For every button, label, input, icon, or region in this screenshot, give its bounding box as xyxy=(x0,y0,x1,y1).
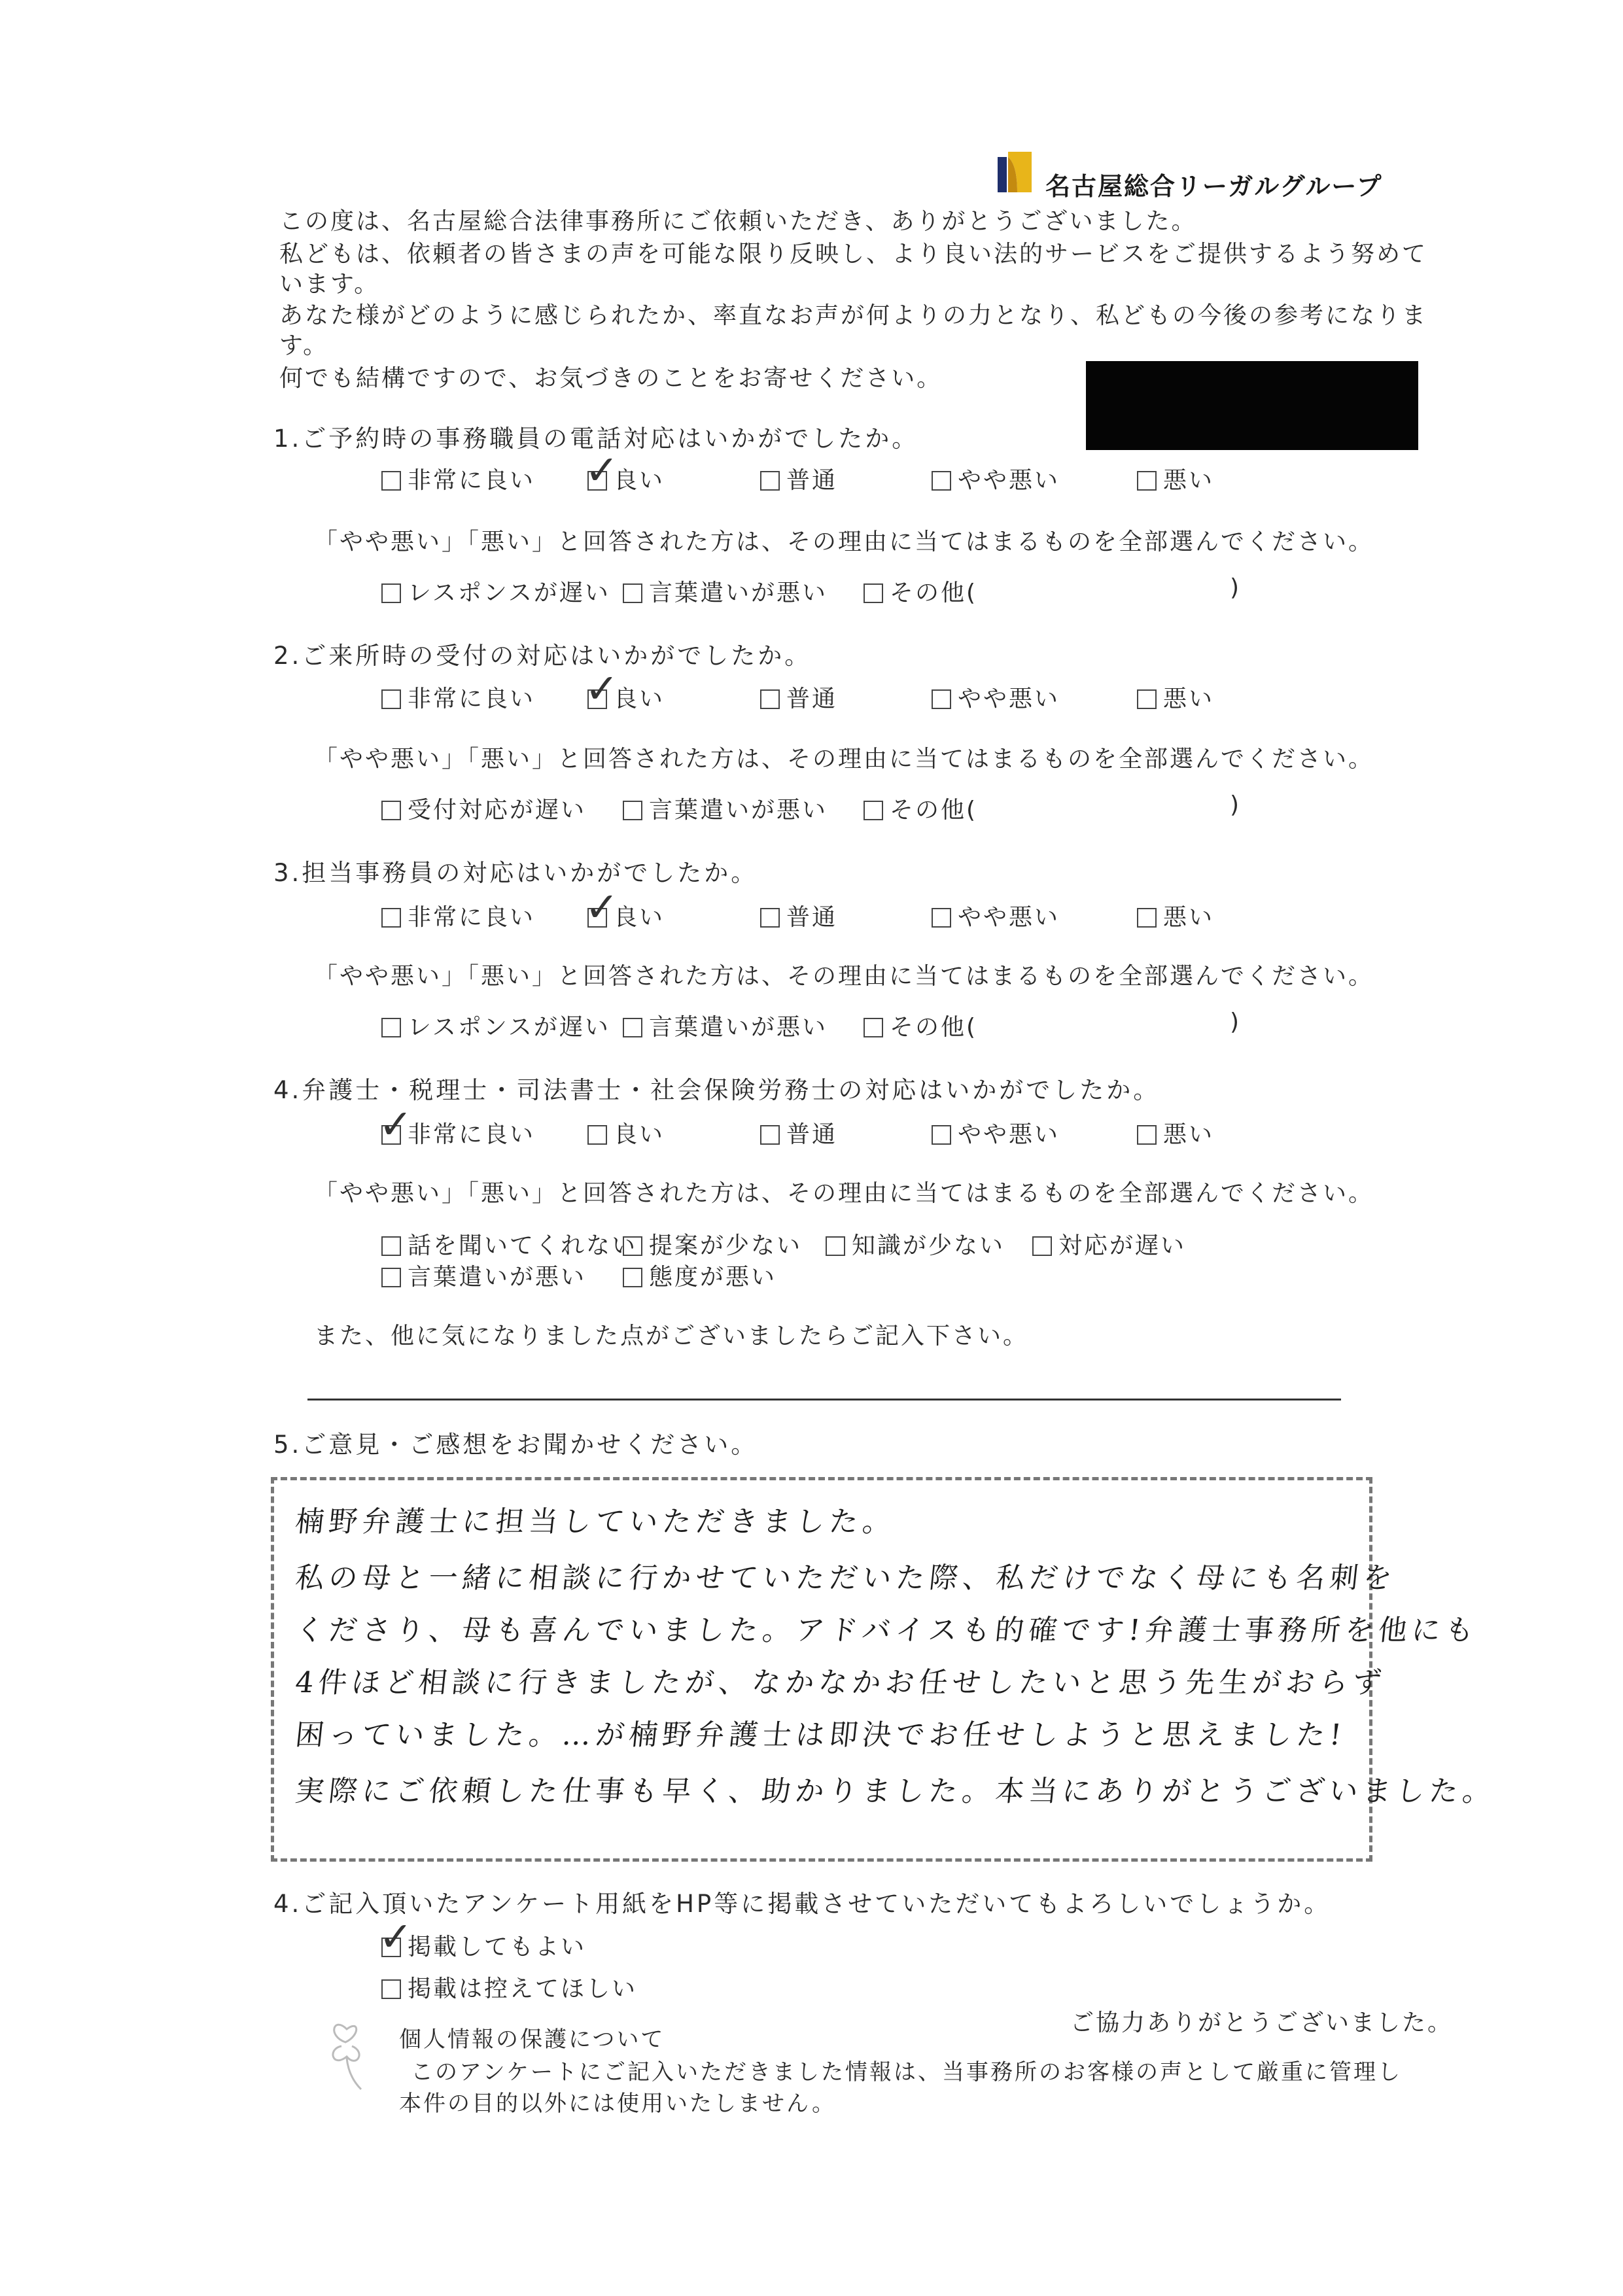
check-icon: ✓ xyxy=(585,665,619,712)
q2-option-normal[interactable]: 普通 xyxy=(760,680,837,714)
q2-reason-2[interactable]: 言葉遣いが悪い xyxy=(623,791,828,825)
question-3-title: 3.担当事務員の対応はいかがでしたか。 xyxy=(273,859,758,887)
q4-option-bad[interactable]: 悪い xyxy=(1137,1116,1214,1149)
checkbox[interactable] xyxy=(381,908,401,928)
checkbox[interactable] xyxy=(381,1236,401,1256)
q3-reason-1[interactable]: レスポンスが遅い xyxy=(381,1009,610,1042)
q3-reason-3-close: ) xyxy=(1230,1009,1242,1035)
check-icon: ✓ xyxy=(379,1100,413,1148)
privacy-title: 個人情報の保護について xyxy=(399,2026,665,2053)
check-icon: ✓ xyxy=(585,446,619,494)
checkbox[interactable] xyxy=(760,908,780,928)
checkbox[interactable] xyxy=(623,1018,642,1037)
intro-line-4: あなた様がどのように感じられたか、率直なお声が何よりの力となり、私どもの今後の参考になりま xyxy=(279,302,1428,329)
checkbox[interactable] xyxy=(381,1979,401,1999)
q1-reason-3[interactable]: その他( xyxy=(864,574,977,608)
thanks-message: ご協力ありがとうございました。 xyxy=(1070,2009,1454,2036)
q2-option-very-good[interactable]: 非常に良い xyxy=(381,680,535,714)
checkbox[interactable] xyxy=(381,1018,401,1037)
checkbox[interactable] xyxy=(623,801,642,820)
q3-reason-2[interactable]: 言葉遣いが悪い xyxy=(623,1009,828,1042)
checkbox[interactable] xyxy=(760,1125,780,1145)
q1-option-normal[interactable]: 普通 xyxy=(760,462,837,495)
q2-reason-prompt: 「やや悪い」「悪い」と回答された方は、その理由に当てはまるものを全部選んでください。 xyxy=(314,746,1374,773)
q4-reason-prompt: 「やや悪い」「悪い」と回答された方は、その理由に当てはまるものを全部選んでください。 xyxy=(314,1180,1374,1207)
checkbox[interactable] xyxy=(1137,1125,1157,1145)
privacy-line-2: 本件の目的以外には使用いたしません。 xyxy=(399,2091,837,2117)
q1-option-very-good[interactable]: 非常に良い xyxy=(381,462,535,495)
q2-reason-1[interactable]: 受付対応が遅い xyxy=(381,791,586,825)
checkbox[interactable] xyxy=(864,801,883,820)
publish-title: 4.ご記入頂いたアンケート用紙をHP等に掲載させていただいてもよろしいでしょうか。 xyxy=(273,1890,1331,1918)
intro-line-6: 何でも結構ですので、お気づきのことをお寄せください。 xyxy=(279,365,943,392)
checkbox[interactable] xyxy=(932,471,951,491)
intro-line-2: 私どもは、依頼者の皆さまの声を可能な限り反映し、より良い法的サービスをご提供するよう努めて xyxy=(279,241,1428,268)
q4-reason-5[interactable]: 言葉遣いが悪い xyxy=(381,1259,586,1292)
q4-option-somewhat-bad[interactable]: やや悪い xyxy=(932,1116,1060,1149)
checkbox[interactable] xyxy=(623,583,642,603)
q3-option-very-good[interactable]: 非常に良い xyxy=(381,899,535,932)
checkbox[interactable] xyxy=(1137,689,1157,709)
publish-option-decline[interactable]: 掲載は控えてほしい xyxy=(381,1970,637,2004)
q4-option-very-good[interactable]: ✓ 非常に良い xyxy=(379,1100,536,1148)
checkbox-checked[interactable] xyxy=(379,1100,413,1148)
privacy-line-1: このアンケートにご記入いただきました情報は、当事務所のお客様の声として厳重に管理し xyxy=(411,2059,1402,2085)
checkbox[interactable] xyxy=(864,1018,883,1037)
redacted-block xyxy=(1086,361,1418,450)
opinion-line-1: 楠野弁護士に担当していただきました。 xyxy=(293,1505,898,1539)
checkbox[interactable] xyxy=(760,471,780,491)
question-2-title: 2.ご来所時の受付の対応はいかがでしたか。 xyxy=(273,642,812,670)
checkbox[interactable] xyxy=(381,689,401,709)
q2-reason-3[interactable]: その他( xyxy=(864,791,977,825)
q1-option-good[interactable]: ✓ 良い xyxy=(585,446,665,494)
checkbox[interactable] xyxy=(381,1268,401,1287)
checkbox-checked[interactable] xyxy=(379,1913,413,1960)
q2-option-good[interactable]: ✓ 良い xyxy=(585,665,665,712)
checkbox-checked[interactable] xyxy=(585,883,619,931)
checkbox[interactable] xyxy=(1137,471,1157,491)
q1-option-somewhat-bad[interactable]: やや悪い xyxy=(932,462,1060,495)
q4-reason-3[interactable]: 知識が少ない xyxy=(826,1227,1005,1261)
intro-line-5: す。 xyxy=(279,332,329,359)
q2-reason-3-close: ) xyxy=(1230,791,1242,818)
q3-option-good[interactable]: ✓ 良い xyxy=(585,883,665,931)
checkbox[interactable] xyxy=(623,1268,642,1287)
other-answer-line[interactable] xyxy=(307,1399,1341,1400)
q1-reason-2[interactable]: 言葉遣いが悪い xyxy=(623,574,828,608)
checkbox-checked[interactable] xyxy=(585,446,619,494)
intro-line-3: います。 xyxy=(279,271,380,298)
opinion-line-3: くださり、母も喜んでいました。アドバイスも的確です!弁護士事務所を他にも xyxy=(293,1614,1480,1647)
q2-option-somewhat-bad[interactable]: やや悪い xyxy=(932,680,1060,714)
q4-option-good[interactable]: 良い xyxy=(587,1116,665,1149)
checkbox[interactable] xyxy=(381,471,401,491)
opinion-line-6: 実際にご依頼した仕事も早く、助かりました。本当にありがとうございました。 xyxy=(293,1775,1498,1808)
q1-reason-prompt: 「やや悪い」「悪い」と回答された方は、その理由に当てはまるものを全部選んでください。 xyxy=(314,529,1374,555)
q1-reason-3-close: ) xyxy=(1230,574,1242,601)
question-4-title: 4.弁護士・税理士・司法書士・社会保険労務士の対応はいかがでしたか。 xyxy=(273,1076,1161,1104)
checkbox[interactable] xyxy=(1137,908,1157,928)
checkbox[interactable] xyxy=(587,1125,607,1145)
checkbox[interactable] xyxy=(932,1125,951,1145)
q2-option-bad[interactable]: 悪い xyxy=(1137,680,1214,714)
q3-reason-prompt: 「やや悪い」「悪い」と回答された方は、その理由に当てはまるものを全部選んでください。 xyxy=(314,963,1374,990)
q4-option-normal[interactable]: 普通 xyxy=(760,1116,837,1149)
checkbox-checked[interactable] xyxy=(585,665,619,712)
publish-option-allow[interactable]: ✓ 掲載してもよい xyxy=(379,1913,587,1960)
checkbox[interactable] xyxy=(826,1236,845,1256)
intro-line-1: この度は、名古屋総合法律事務所にご依頼いただき、ありがとうございました。 xyxy=(279,208,1197,235)
q1-reason-1[interactable]: レスポンスが遅い xyxy=(381,574,610,608)
opinion-line-2: 私の母と一緒に相談に行かせていただいた際、私だけでなく母にも名刺を xyxy=(293,1561,1399,1595)
q4-reason-4[interactable]: 対応が遅い xyxy=(1032,1227,1186,1261)
opinion-line-5: 困っていました。…が楠野弁護士は即決でお任せしようと思えました! xyxy=(293,1718,1348,1752)
check-icon: ✓ xyxy=(585,883,619,931)
checkbox[interactable] xyxy=(623,1236,642,1256)
q3-option-somewhat-bad[interactable]: やや悪い xyxy=(932,899,1060,932)
checkbox[interactable] xyxy=(932,908,951,928)
logo-icon xyxy=(998,152,1034,192)
checkbox[interactable] xyxy=(864,583,883,603)
opinion-title: 5.ご意見・ご感想をお聞かせください。 xyxy=(273,1431,758,1459)
checkbox[interactable] xyxy=(381,583,401,603)
other-prompt: また、他に気になりました点がございましたらご記入下さい。 xyxy=(314,1323,1029,1349)
check-icon: ✓ xyxy=(379,1913,413,1960)
checkbox[interactable] xyxy=(932,689,951,709)
q4-reason-1[interactable]: 話を聞いてくれない xyxy=(381,1227,637,1261)
q3-option-normal[interactable]: 普通 xyxy=(760,899,837,932)
q4-reason-2[interactable]: 提案が少ない xyxy=(623,1227,802,1261)
question-1-title: 1.ご予約時の事務職員の電話対応はいかがでしたか。 xyxy=(273,425,919,453)
q4-reason-6[interactable]: 態度が悪い xyxy=(623,1259,777,1292)
q1-option-bad[interactable]: 悪い xyxy=(1137,462,1214,495)
flower-icon xyxy=(327,2016,366,2095)
checkbox[interactable] xyxy=(381,801,401,820)
q3-option-bad[interactable]: 悪い xyxy=(1137,899,1214,932)
opinion-line-4: 4件ほど相談に行きましたが、なかなかお任せしたいと思う先生がおらず xyxy=(293,1666,1388,1699)
brand-name: 名古屋総合リーガルグループ xyxy=(1045,172,1383,201)
q3-reason-3[interactable]: その他( xyxy=(864,1009,977,1042)
checkbox[interactable] xyxy=(760,689,780,709)
checkbox[interactable] xyxy=(1032,1236,1052,1256)
